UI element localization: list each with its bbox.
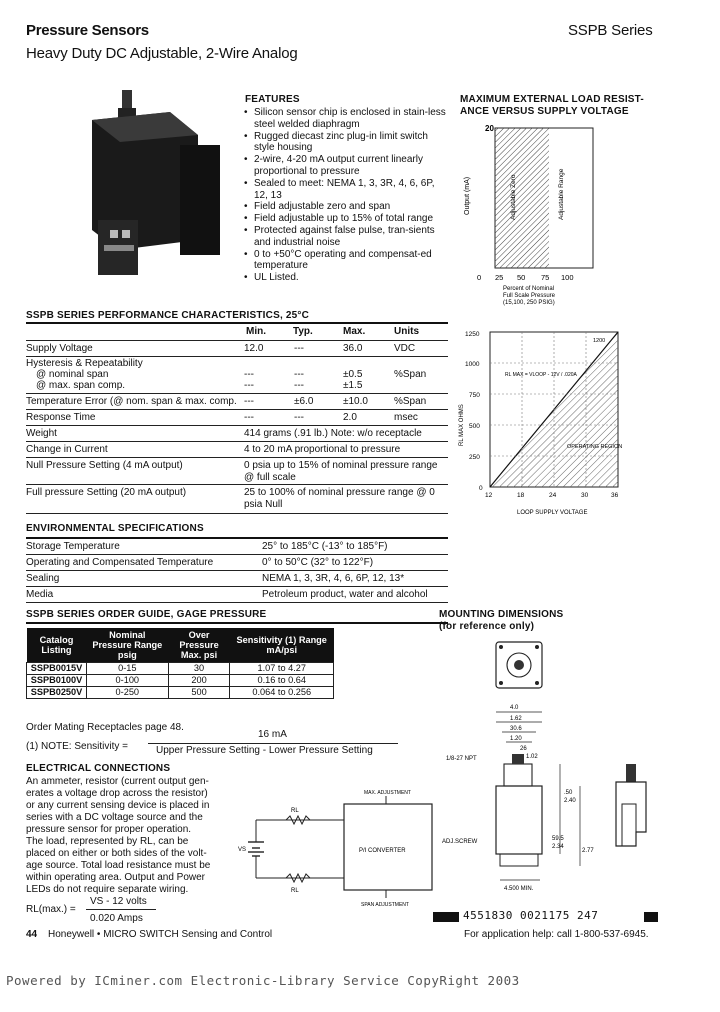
page-number: 44 xyxy=(26,929,38,940)
rl-formula-lhs: RL(max.) = xyxy=(26,904,76,915)
feature-item: • 2-wire, 4-20 mA output current linearly proportional to pressure xyxy=(243,154,448,178)
env-param: Operating and Compensated Temperature xyxy=(26,557,214,568)
dim-label: 2.34 xyxy=(552,844,564,850)
order-col-header: Over Pressure Max. psi xyxy=(168,628,230,663)
electrical-heading: ELECTRICAL CONNECTIONS xyxy=(26,763,171,774)
vs-label: VS xyxy=(238,847,247,853)
perf-param: Change in Current xyxy=(26,444,108,455)
perf-param: Weight xyxy=(26,428,57,439)
env-param: Storage Temperature xyxy=(26,541,120,552)
chart2-y-tick: 0 xyxy=(479,485,483,492)
load-chart-title-2: ANCE VERSUS SUPPLY VOLTAGE xyxy=(460,106,629,117)
chart1-xlabel-2: Full Scale Pressure xyxy=(503,293,556,299)
footer-company: Honeywell • MICRO SWITCH Sensing and Control xyxy=(48,929,273,940)
chart2-ylabel: RL MAX OHMS xyxy=(459,404,465,446)
perf-min: --- xyxy=(244,369,254,380)
order-range: 0-250 xyxy=(86,687,168,699)
perf-param: Response Time xyxy=(26,412,96,423)
dim-label: ADJ.SCREW xyxy=(442,839,478,845)
perf-col-max: Max. xyxy=(343,326,366,337)
perf-min: 12.0 xyxy=(244,343,264,354)
env-value: 25° to 185°C (-13° to 185°F) xyxy=(262,541,388,552)
perf-max: ±0.5 xyxy=(343,369,363,380)
table-row xyxy=(27,675,334,687)
perf-units: msec xyxy=(394,412,418,423)
perf-value: 414 grams (.91 lb.) Note: w/o receptacle xyxy=(244,428,422,439)
rl2-label: RL xyxy=(291,888,299,894)
chart2-y-tick: 750 xyxy=(469,392,480,399)
electrical-text-line: within operating area. Output and Power xyxy=(26,872,205,883)
performance-heading: SSPB SERIES PERFORMANCE CHARACTERISTICS, 25°C xyxy=(26,310,310,321)
perf-value: 0 psia up to 15% of nominal pressure range @ full scale xyxy=(244,460,438,483)
perf-typ: ±6.0 xyxy=(294,396,314,407)
order-listing: SSPB0100V xyxy=(27,675,87,687)
order-range: 0-100 xyxy=(86,675,168,687)
env-param: Sealing xyxy=(26,573,60,584)
mounting-subheading: (for reference only) xyxy=(439,621,535,632)
env-value: 0° to 50°C (32° to 122°F) xyxy=(262,557,374,568)
chart1-x-tick: 50 xyxy=(517,273,526,282)
feature-item: • Field adjustable zero and span xyxy=(243,201,448,213)
feature-item: • Sealed to meet: NEMA 1, 3, 3R, 4, 6, 6P, 12, 13 xyxy=(243,178,448,202)
barcode-bar xyxy=(433,912,459,922)
env-param: Media xyxy=(26,589,54,600)
series-label: SSPB Series xyxy=(568,22,653,39)
perf-units: %Span xyxy=(394,369,427,380)
perf-param: Supply Voltage xyxy=(26,343,93,354)
env-value: Petroleum product, water and alcohol xyxy=(262,589,428,600)
order-sens: 1.07 to 4.27 xyxy=(230,663,334,675)
rl-formula-numerator: VS - 12 volts xyxy=(90,896,147,907)
rl1-label: RL xyxy=(291,808,299,814)
perf-max: ±1.5 xyxy=(343,380,363,391)
chart2-x-tick: 18 xyxy=(517,492,525,499)
perf-param: Null Pressure Setting (4 mA output) xyxy=(26,460,183,471)
perf-param: Full pressure Setting (20 mA output) xyxy=(26,487,187,498)
chart1-adjustable-band xyxy=(495,128,549,268)
perf-typ: --- xyxy=(294,369,304,380)
order-over: 500 xyxy=(168,687,230,699)
chart1-x-tick: 25 xyxy=(495,273,504,282)
chart2-formula: RL MAX = VLOOP - 12V / .020A xyxy=(505,372,577,378)
electrical-text-line: or any current sensing device is placed in xyxy=(26,800,210,811)
feature-item: • Protected against false pulse, tran-sients and industrial noise xyxy=(243,225,448,249)
dim-label: 1.62 xyxy=(510,716,522,722)
barcode-number: 4551830 0021175 247 xyxy=(463,909,599,922)
dim-label: 4.500 MIN. xyxy=(504,886,534,892)
chart1-xlabel-3: (15,100, 250 PSIG) xyxy=(503,300,555,306)
dim-label: 4.0 xyxy=(510,705,519,711)
perf-param: Temperature Error (@ nom. span & max. comp. xyxy=(26,396,237,407)
max-adj-label: MAX. ADJUSTMENT xyxy=(364,790,411,796)
electrical-text-line: placed on either or both sides of the volt- xyxy=(26,848,207,859)
perf-max: ±10.0 xyxy=(343,396,368,407)
mounting-heading: MOUNTING DIMENSIONS xyxy=(439,609,564,620)
features-list xyxy=(243,107,448,284)
converter-label: P/I CONVERTER xyxy=(359,848,406,854)
order-col-header: Nominal Pressure Range psig xyxy=(86,628,168,663)
features-heading: FEATURES xyxy=(245,94,300,105)
load-resistance-chart xyxy=(455,326,630,521)
sensitivity-note-label: (1) NOTE: Sensitivity = xyxy=(26,741,128,752)
page-title: Pressure Sensors xyxy=(26,22,149,39)
dim-label: 1.02 xyxy=(526,754,538,760)
rl-formula-denominator: 0.020 Amps xyxy=(90,913,143,924)
environmental-heading: ENVIRONMENTAL SPECIFICATIONS xyxy=(26,523,204,534)
feature-item: • 0 to +50°C operating and compensat-ed temperature xyxy=(243,249,448,273)
feature-item: • Field adjustable up to 15% of total range xyxy=(243,213,448,225)
load-chart-title-1: MAXIMUM EXTERNAL LOAD RESIST- xyxy=(460,94,644,105)
chart2-corner-value: 1200 xyxy=(593,338,606,344)
electrical-text-line: erates a voltage drop across the resistor) xyxy=(26,788,208,799)
perf-typ: --- xyxy=(294,412,304,423)
chart2-y-tick: 250 xyxy=(469,454,480,461)
order-col-header: Catalog Listing xyxy=(27,628,87,663)
chart1-x-tick: 0 xyxy=(477,273,482,282)
wiring-diagram xyxy=(236,782,440,914)
perf-typ: --- xyxy=(294,380,304,391)
chart1-xlabel-1: Percent of Nominal xyxy=(503,286,555,292)
perf-value: 25 to 100% of nominal pressure range @ 0 psia Null xyxy=(244,487,435,510)
feature-item: • UL Listed. xyxy=(243,272,448,284)
order-listing: SSPB0250V xyxy=(27,687,87,699)
page-subtitle: Heavy Duty DC Adjustable, 2-Wire Analog xyxy=(26,45,298,62)
dim-label: 26 xyxy=(520,746,527,752)
chart1-band-left: Adjustable Zero xyxy=(510,174,517,220)
perf-col-typ: Typ. xyxy=(293,326,313,337)
sensitivity-numerator: 16 mA xyxy=(258,729,287,740)
perf-max: 36.0 xyxy=(343,343,363,354)
table-row xyxy=(27,663,334,675)
electrical-text-line: age source. Total load resistance must be xyxy=(26,860,211,871)
order-range: 0-15 xyxy=(86,663,168,675)
order-listing: SSPB0015V xyxy=(27,663,87,675)
order-col-header: Sensitivity (1) Range mA/psi xyxy=(230,628,334,663)
perf-max: 2.0 xyxy=(343,412,357,423)
chart1-x-tick: 100 xyxy=(561,273,574,282)
chart2-x-tick: 24 xyxy=(549,492,557,499)
dim-label: 30.6 xyxy=(510,726,522,732)
chart2-x-tick: 36 xyxy=(611,492,619,499)
dim-label: 1/8-27 NPT xyxy=(446,756,477,762)
electrical-text-line: An ammeter, resistor (current output gen- xyxy=(26,776,209,787)
order-guide-table xyxy=(26,628,334,699)
barcode-bar xyxy=(644,912,658,922)
electrical-text-line: LEDs do not require separate wiring. xyxy=(26,884,189,895)
order-mating-note: Order Mating Receptacles page 48. xyxy=(26,722,184,733)
perf-units: %Span xyxy=(394,396,427,407)
perf-col-units: Units xyxy=(394,326,419,337)
chart1-ylabel: Output (mA) xyxy=(464,176,471,215)
chart2-y-tick: 500 xyxy=(469,423,480,430)
powered-by: Powered by ICminer.com Electronic-Library Service CopyRight 2003 xyxy=(6,973,520,988)
dim-label: 2.40 xyxy=(564,798,576,804)
chart2-x-tick: 30 xyxy=(581,492,589,499)
perf-typ: --- xyxy=(294,343,304,354)
chart1-band-right: Adjustable Range xyxy=(558,168,565,220)
perf-param: @ nominal span xyxy=(36,369,109,380)
perf-param: Hysteresis & Repeatability xyxy=(26,358,143,369)
electrical-text-line: pressure sensor for proper operation. xyxy=(26,824,192,835)
chart2-region-label: OPERATING REGION xyxy=(567,444,623,450)
perf-param: @ max. span comp. xyxy=(36,380,126,391)
order-guide-heading: SSPB SERIES ORDER GUIDE, GAGE PRESSURE xyxy=(26,609,267,620)
dim-label: .50 xyxy=(564,790,573,796)
side-view xyxy=(626,764,636,782)
mounting-drawing xyxy=(440,634,662,910)
perf-min: --- xyxy=(244,396,254,407)
electrical-text-line: series with a DC voltage source and the xyxy=(26,812,203,823)
dim-label: 1.20 xyxy=(510,736,522,742)
chart1-x-tick: 75 xyxy=(541,273,550,282)
dim-label: 59.5 xyxy=(552,836,564,842)
span-adj-label: SPAN ADJUSTMENT xyxy=(361,902,409,908)
chart2-x-tick: 12 xyxy=(485,492,493,499)
env-value: NEMA 1, 3, 3R, 4, 6, 6P, 12, 13* xyxy=(262,573,405,584)
sensitivity-denominator: Upper Pressure Setting - Lower Pressure Setting xyxy=(156,745,373,756)
output-vs-pressure-chart xyxy=(455,120,605,320)
order-over: 200 xyxy=(168,675,230,687)
perf-min: --- xyxy=(244,380,254,391)
electrical-text-line: The load, represented by RL, can be xyxy=(26,836,189,847)
perf-value: 4 to 20 mA proportional to pressure xyxy=(244,444,401,455)
dim-label: 2.77 xyxy=(582,848,594,854)
feature-item: • Silicon sensor chip is enclosed in stain-less steel welded diaphragm xyxy=(243,107,448,131)
order-over: 30 xyxy=(168,663,230,675)
footer-help: For application help: call 1-800-537-6945. xyxy=(464,929,649,940)
chart2-y-tick: 1250 xyxy=(465,331,480,338)
perf-col-min: Min. xyxy=(246,326,266,337)
table-row xyxy=(27,687,334,699)
product-photo xyxy=(70,90,235,280)
perf-units: VDC xyxy=(394,343,416,354)
order-sens: 0.16 to 0.64 xyxy=(230,675,334,687)
chart1-y-tick: 20 xyxy=(485,124,494,133)
front-view xyxy=(504,764,532,786)
feature-item: • Rugged diecast zinc plug-in limit switch style housing xyxy=(243,131,448,155)
perf-min: --- xyxy=(244,412,254,423)
converter-box xyxy=(344,804,432,890)
order-sens: 0.064 to 0.256 xyxy=(230,687,334,699)
chart2-y-tick: 1000 xyxy=(465,361,480,368)
chart2-xlabel: LOOP SUPPLY VOLTAGE xyxy=(517,510,588,516)
